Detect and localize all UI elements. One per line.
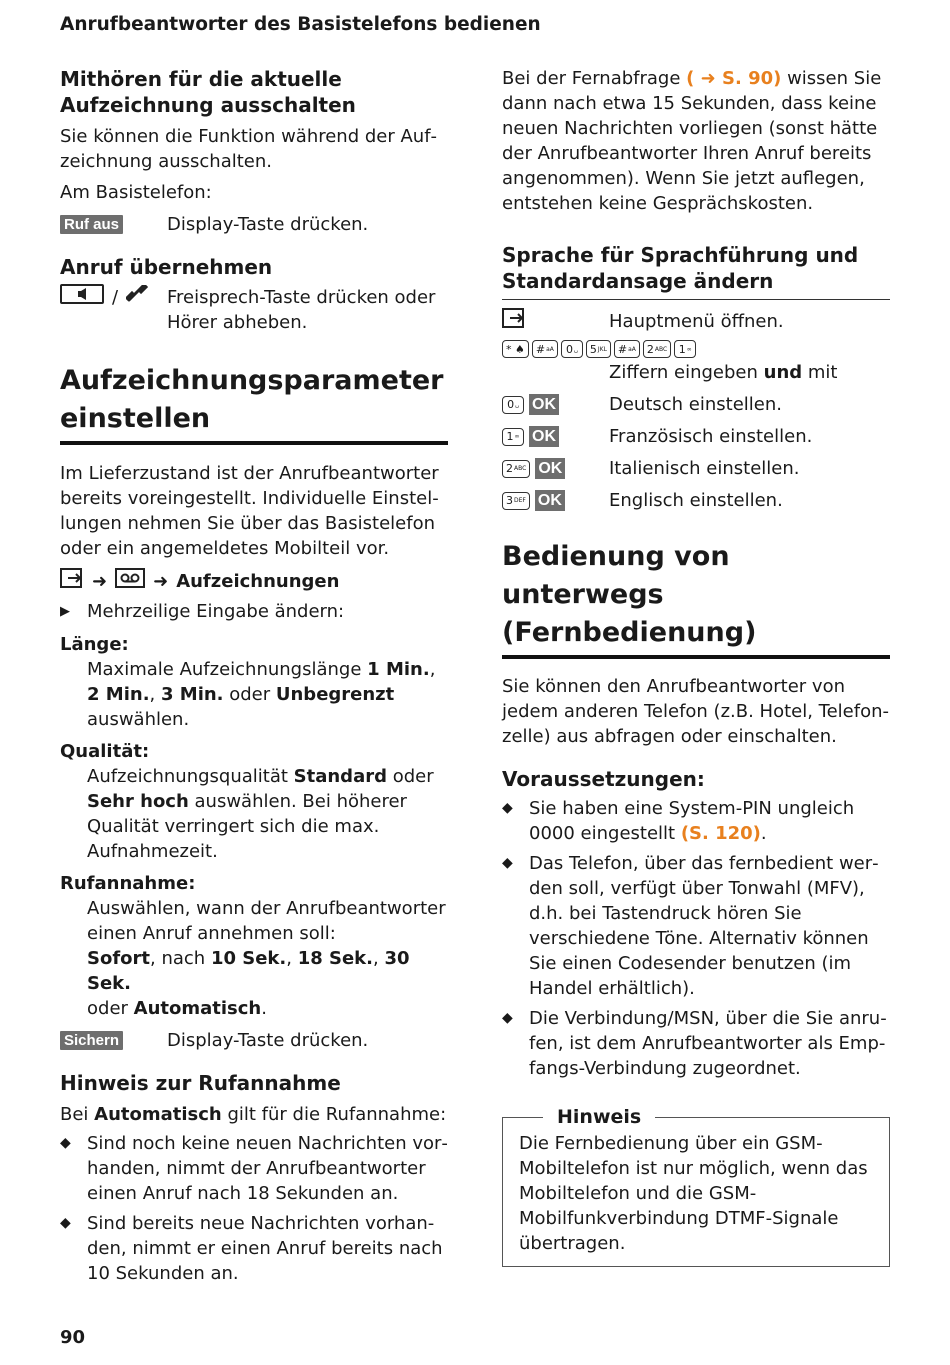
digits-instruction: Ziffern eingeben und mit [609,362,838,383]
language-row: 0 ␣ OK Deutsch einstellen. [502,392,890,417]
digit-key-sequence [502,340,890,358]
section-title-hinweis-rufannahme: Hinweis zur Rufannahme [60,1071,341,1095]
one-key-icon[interactable]: 1 ∞ [502,428,524,446]
section-title-mithoeren: Mithören für die aktuelle Aufzeichnung ausschalten [60,67,356,117]
paragraph: Sie können die Funktion während der Aufzeichnung ausschalten. [60,126,438,172]
paragraph: Bei Automatisch gilt für die Rufannahme: [60,1104,447,1125]
page-number: 90 [60,1327,86,1348]
note-title: Hinweis [543,1105,655,1129]
param-label-rufannahme: Rufannahme: [60,873,196,894]
paragraph: Sie können den Anrufbeantworter von jedem anderen Telefon (z.B. Hotel, Telefonzelle) aus abfragen oder einschalten. [502,676,889,747]
zero-key-icon[interactable]: 0 ␣ [561,340,583,358]
key-description: Freisprech-Taste drücken oder Hörer abheben. [167,287,436,333]
section-title-anruf-uebernehmen: Anruf übernehmen [60,255,273,279]
param-label-qualitaet: Qualität: [60,741,150,762]
running-header: Anrufbeantworter des Basistelefons bedienen [60,14,541,35]
page-reference-link[interactable]: ( ➜ S. 90) [686,68,782,89]
hash-key-icon[interactable]: # aA [532,340,558,358]
section-title-sprache: Sprache für Sprachführung und Standardansage ändern [502,242,890,300]
menu-item-aufzeichnungen[interactable]: Aufzeichnungen [176,571,340,592]
arrow-right-icon: ➜ [153,571,169,592]
key-row [60,1028,448,1053]
two-key-icon[interactable]: 2 ABC [502,460,530,478]
menu-icon[interactable] [60,568,84,595]
page-reference-link[interactable]: (S. 120) [680,823,761,844]
five-key-icon[interactable]: 5 JKL [586,340,611,358]
menu-path [60,568,448,595]
key-description: Display-Taste drücken. [167,214,369,235]
display-key-ruf-aus[interactable]: Ruf aus [60,215,123,234]
list-item: ◆ Sie haben eine System-PIN ungleich 0000 eingestellt (S. 120). [502,798,855,844]
step-item: ▶ Mehrzeilige Eingabe ändern: [60,601,345,622]
key-row [60,285,448,335]
zero-key-icon[interactable]: 0 ␣ [502,396,524,414]
language-row: 3 DEF OK Englisch einstellen. [502,488,890,513]
requirements-title: Voraussetzungen: [502,767,705,791]
ok-key-icon[interactable]: OK [529,426,559,447]
handset-icon[interactable] [126,285,148,310]
arrow-right-icon: ➜ [92,571,108,592]
answering-machine-icon[interactable] [115,568,145,595]
diamond-bullet-icon: ◆ [502,855,513,871]
list-item: ◆ Sind bereits neue Nachrichten vorhanden, nimmt er einen Anruf bereits nach 10 Sekunden an. [60,1213,443,1284]
slash: / [112,287,119,308]
param-text-qualitaet: Aufzeichnungsqualität Standard oder Sehr hoch auswählen. Bei höherer Qualität verringert sich die max. Aufnahmezeit. [87,766,434,862]
param-label-laenge: Länge: [60,634,129,655]
speaker-key-icon[interactable] [60,284,104,311]
triangle-right-icon: ▶ [60,604,70,619]
three-key-icon[interactable]: 3 DEF [502,492,530,510]
key-description: Display-Taste drücken. [167,1030,369,1051]
ok-key-icon[interactable]: OK [535,458,565,479]
section-title-aufzeichnungsparameter: Aufzeichnungsparameter einstellen [60,362,448,445]
paragraph: Am Basistelefon: [60,182,212,203]
diamond-bullet-icon: ◆ [502,1010,513,1026]
ok-key-icon[interactable]: OK [535,490,565,511]
key-description: Hauptmenü öffnen. [609,311,784,332]
display-key-sichern[interactable]: Sichern [60,1031,123,1050]
ok-key-icon[interactable]: OK [529,394,559,415]
language-row: 1 ∞ OK Französisch einstellen. [502,424,890,449]
one-key-icon[interactable]: 1 ∞ [674,340,696,358]
note-box [502,1106,890,1267]
key-row [502,309,890,334]
list-item: ◆ Das Telefon, über das fernbedient werden soll, verfügt über Tonwahl (MFV), d.h. bei Tastendruck hören Sie verschiedene Töne. Alternativ können Sie einen Codesender benutzen (im Handel erhältlich). [502,853,879,999]
diamond-bullet-icon: ◆ [502,800,513,816]
left-column [60,66,448,1286]
list-item: ◆ Die Verbindung/MSN, über die Sie anrufen, ist dem Anrufbeantworter als Empfangs-Verbindung zugeordnet. [502,1008,887,1079]
key-row [60,212,448,237]
note-text: Die Fernbedienung über ein GSM-Mobiltelefon ist nur möglich, wenn das Mobiltelefon und die GSM-Mobilfunkverbindung DTMF-Signale übertragen. [519,1133,868,1254]
paragraph: Bei der Fernabfrage ( ➜ S. 90) wissen Sie dann nach etwa 15 Sekunden, dass keine neuen Nachrichten vorliegen (sonst hätte der Anrufbeantworter Ihren Anruf bereits angenommen). Wenn Sie jetzt auflegen, entstehen keine Gesprächskosten. [502,68,882,214]
list-item: ◆ Sind noch keine neuen Nachrichten vorhanden, nimmt der Anrufbeantworter einen Anruf nach 18 Sekunden an. [60,1133,448,1204]
diamond-bullet-icon: ◆ [60,1135,71,1151]
param-text-laenge: Maximale Aufzeichnungslänge 1 Min., 2 Min., 3 Min. oder Unbegrenzt auswählen. [87,659,436,730]
language-row: 2 ABC OK Italienisch einstellen. [502,456,890,481]
paragraph: Im Lieferzustand ist der Anrufbeantworter bereits voreingestellt. Individuelle Einstellungen nehmen Sie über das Basistelefon oder ein angemeldetes Mobilteil vor. [60,463,439,559]
param-text-rufannahme: Auswählen, wann der Anrufbeantworter einen Anruf annehmen soll: Sofort, nach 10 Sek., 18 Sek., 30 Sek. oder Automatisch. [87,898,446,1019]
right-column [502,66,890,1267]
diamond-bullet-icon: ◆ [60,1215,71,1231]
hash-key-icon[interactable]: # aA [614,340,640,358]
star-key-icon[interactable]: * ♠ [502,340,529,358]
section-title-fernbedienung: Bedienung von unterwegs (Fernbedienung) [502,538,890,659]
menu-icon[interactable] [502,308,526,335]
two-key-icon[interactable]: 2 ABC [643,340,671,358]
